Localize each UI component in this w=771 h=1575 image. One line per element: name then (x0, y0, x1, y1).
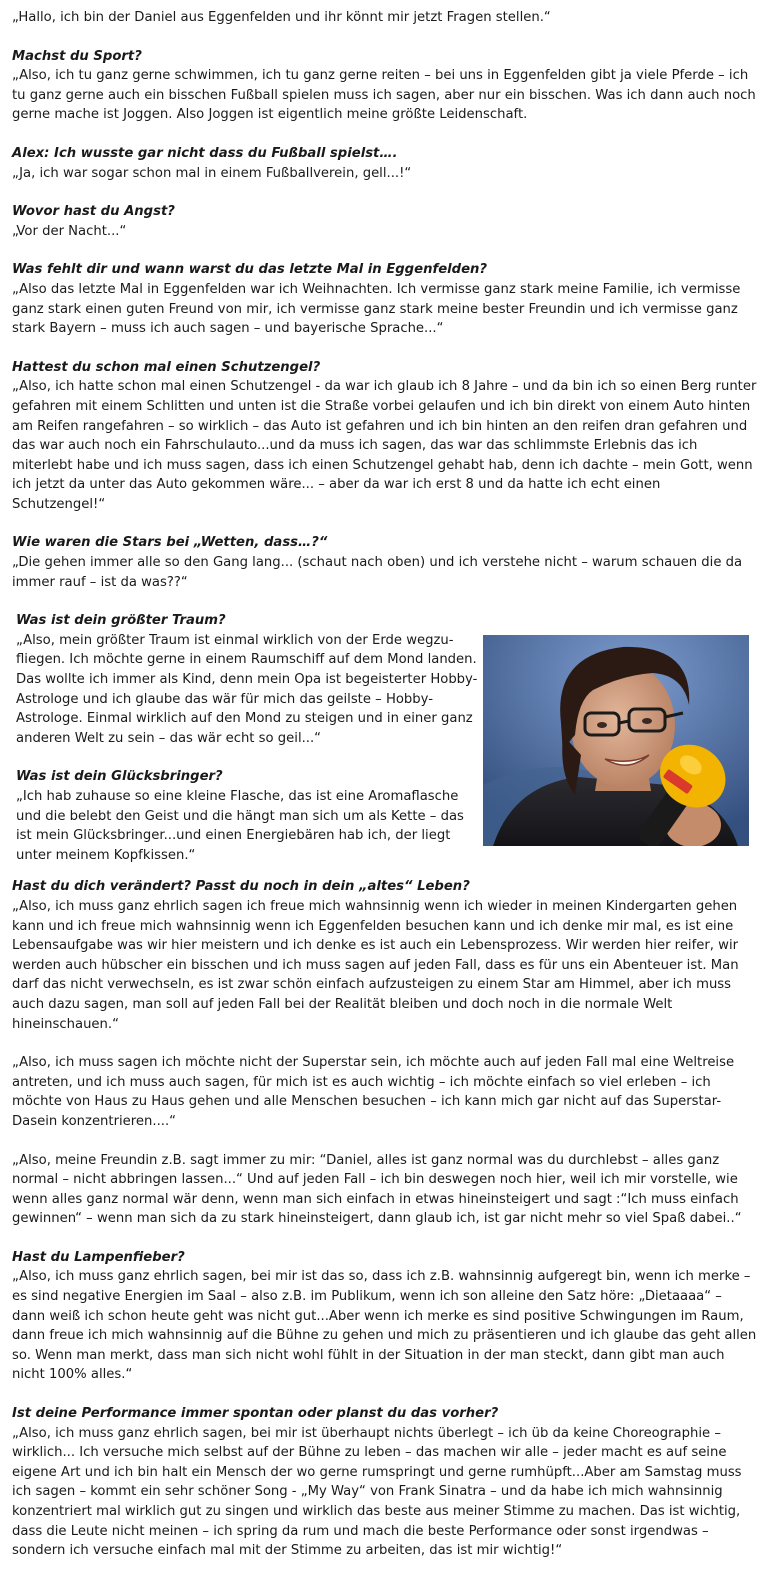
answer-performance: „Also, ich muss ganz ehrlich sagen, bei mir ist überhaupt nichts überlegt – ich üb da keine Choreographie – wirklich... Ich versuche mich selbst auf der Bühne zu leben – das machen wir alle – jeder macht es auf seine eigene Art und ich bin halt ein Mensch der wo gerne rumspringt und gerne rumhüpft...Aber am Samstag muss ich sagen – kommt ein sehr schöner Song - „My Way“ von Frank Sinatra – und da habe ich mich wahnsinnig konzentriert mal wirklich gut zu singen und wirklich das beste aus meiner Stimme zu machen. Das ist wichtig, dass die Leute nicht meinen – ich spring da rum und mach die beste Performance oder sonst irgendwas – sondern ich versuche einfach mal mit der Stimme zu arbeiten, das ist mir wichtig!“ (12, 1425, 742, 1559)
answer-lucky-charm: „Ich hab zuhause so eine kleine Flasche, das ist eine Aromaflasche und die belebt den Geist und die hängt man sich um als Kette – das ist mein Glücksbringer...und einen Energiebären hab ich, der liegt unter meinem Kopfkissen.“ (16, 789, 464, 863)
question-dream: Was ist dein größter Traum? (16, 613, 226, 629)
question-lucky-charm: Was ist dein Glücksbringer? (16, 769, 223, 785)
question-stars: Wie waren die Stars bei „Wetten, dass…?“ (12, 535, 328, 551)
photo-illustration (483, 635, 749, 846)
answer-fear: „Vor der Nacht...“ (12, 223, 127, 239)
answer-changed-3: „Also, meine Freundin z.B. sagt immer zu mir: “Daniel, alles ist ganz normal was du durchlebst – alles ganz normal – nicht abbringen lassen...“ Und auf jeden Fall – ich bin deswegen noch hier, weil ich mir vorstelle, wie wenn alles ganz normal wär denn, wenn man sich einfach in etwas hineinsteigert und sagt :“Ich muss einfach gewinnen“ – wenn man sich da zu stark hineinsteigert, dann glaub ich, ist gar nicht mehr so viel Spaß dabei..“ (12, 1152, 742, 1227)
question-stage-fright: Hast du Lampenfieber? (12, 1249, 185, 1265)
person-with-microphone-photo (483, 635, 749, 846)
answer-changed-2: „Also, ich muss sagen ich möchte nicht der Superstar sein, ich möchte auch auf jeden Fall mal eine Weltreise antreten, und ich muss auch sagen, für mich ist es auch wichtig – ich möchte einfach so viel erleben – ich möchte von Haus zu Haus gehen und alle Menschen besuchen – ich kann mich gar nicht auf das Superstar-Dasein konzentrieren....“ (12, 1055, 735, 1129)
question-missing: Was fehlt dir und wann warst du das letzte Mal in Eggenfelden? (12, 262, 488, 278)
photo-section (12, 611, 757, 865)
question-changed: Hast du dich verändert? Passt du noch in dein „altes“ Leben? (12, 879, 470, 895)
answer-missing: „Also das letzte Mal in Eggenfelden war ich Weihnachten. Ich vermisse ganz stark meine Familie, ich vermisse ganz stark einen guten Freund von mir, ich vermisse ganz stark meine bester Freundin und ich vermisse ganz stark Bayern – muss ich auch sagen – und bayerische Sprache...“ (12, 281, 741, 337)
question-football: Alex: Ich wusste gar nicht dass du Fußball spielst…. (12, 145, 398, 161)
intro-text: „Hallo, ich bin der Daniel aus Eggenfelden und ihr könnt mir jetzt Fragen stellen.“ (12, 10, 551, 25)
answer-dream: „Also, mein größter Traum ist einmal wirklich von der Erde wegzu-fliegen. Ich möchte gerne in einem Raumschiff auf dem Mond landen. Das wollte ich immer als Kind, denn mein Opa ist begeisterter Hobby-Astrologe und ich glaube das wär für mich das geilste – Hobby-Astrologe. Einmal wirklich auf den Mond zu steigen und in einer ganz anderen Welt zu sein – das wär echt so geil...“ (16, 632, 478, 746)
question-fear: Wovor hast du Angst? (12, 204, 175, 220)
answer-changed-1: „Also, ich muss ganz ehrlich sagen ich freue mich wahnsinnig wenn ich wieder in meinen Kindergarten gehen kann und ich freue mich wahnsinnig wenn ich Eggenfelden besuchen kann und ich denke mir mal, es ist eine Lebensaufgabe was wir hier meistern und ich denke es ist auch ein Lebensprozess. Wir werden hier reifer, wir werden auch hübscher ein bisschen und ich muss sagen auf jeden Fall, dass es für uns ein Abenteuer ist. Man darf das nicht verwechseln, es ist zwar schön einfach aufzusteigen zu einem Star am Himmel, aber ich muss auch dazu sagen, man soll auf jeden Fall bei der Realität bleiben und doch noch in die normale Welt hineinschauen.“ (12, 898, 739, 1032)
question-sport: Machst du Sport? (12, 48, 142, 64)
answer-stars: „Die gehen immer alle so den Gang lang... (schaut nach oben) und ich verstehe nicht – warum schauen die da immer rauf – ist da was??“ (12, 555, 743, 590)
answer-sport: „Also, ich tu ganz gerne schwimmen, ich tu ganz gerne reiten – bei uns in Eggenfelden gibt ja viele Pferde – ich tu ganz gerne auch ein bisschen Fußball spielen muss ich sagen, aber nur ein bisschen. Was ich dann auch noch gerne mache ist Joggen. Also Joggen ist eigentlich meine größte Leidenschaft. (12, 68, 756, 123)
question-guardian-angel: Hattest du schon mal einen Schutzengel? (12, 359, 321, 375)
answer-football: „Ja, ich war sogar schon mal in einem Fußballverein, gell...!“ (12, 165, 412, 181)
photo-section-text (12, 611, 481, 865)
answer-stage-fright: „Also, ich muss ganz ehrlich sagen, bei mir ist das so, dass ich z.B. wahnsinnig aufgeregt bin, wenn ich merke – es sind negative Energien im Saal – also z.B. im Publikum, wenn ich son alleine den Satz höre: „Dietaaaa“ – dann weiß ich schon heute geht was nicht gut...Aber wenn ich merke es sind positive Schwingungen im Raum, dann freue ich mich wahnsinnig auf die Bühne zu gehen und mich zu präsentieren und ich glaube das geht allen so. Wenn man merkt, dass man sich nicht wohl fühlt in der Situation in der man steckt, dann gibt man auch nicht 100% alles.“ (12, 1269, 757, 1383)
answer-guardian-angel: „Also, ich hatte schon mal einen Schutzengel - da war ich glaub ich 8 Jahre – und da bin ich so einen Berg runter gefahren mit einem Schlitten und unten ist die Straße vorbei gelaufen und ich bin direkt von einem Auto hinten am Reifen rangefahren – so wirklich – das Auto ist gefahren und ich bin hinten an den reifen dran gefahren und das war auch noch ein Fahrschulauto...und da muss ich sagen, das war das schlimmste Erlebnis das ich miterlebt habe und ich muss sagen, dass ich einen Schutzengel gehabt hab, denn ich dachte – mein Gott, wenn ich jetzt da unter das Auto gekommen wäre... – aber da war ich erst 8 und da hatte ich echt einen Schutzengel!“ (12, 379, 757, 512)
question-performance: Ist deine Performance immer spontan oder planst du das vorher? (12, 1406, 499, 1422)
